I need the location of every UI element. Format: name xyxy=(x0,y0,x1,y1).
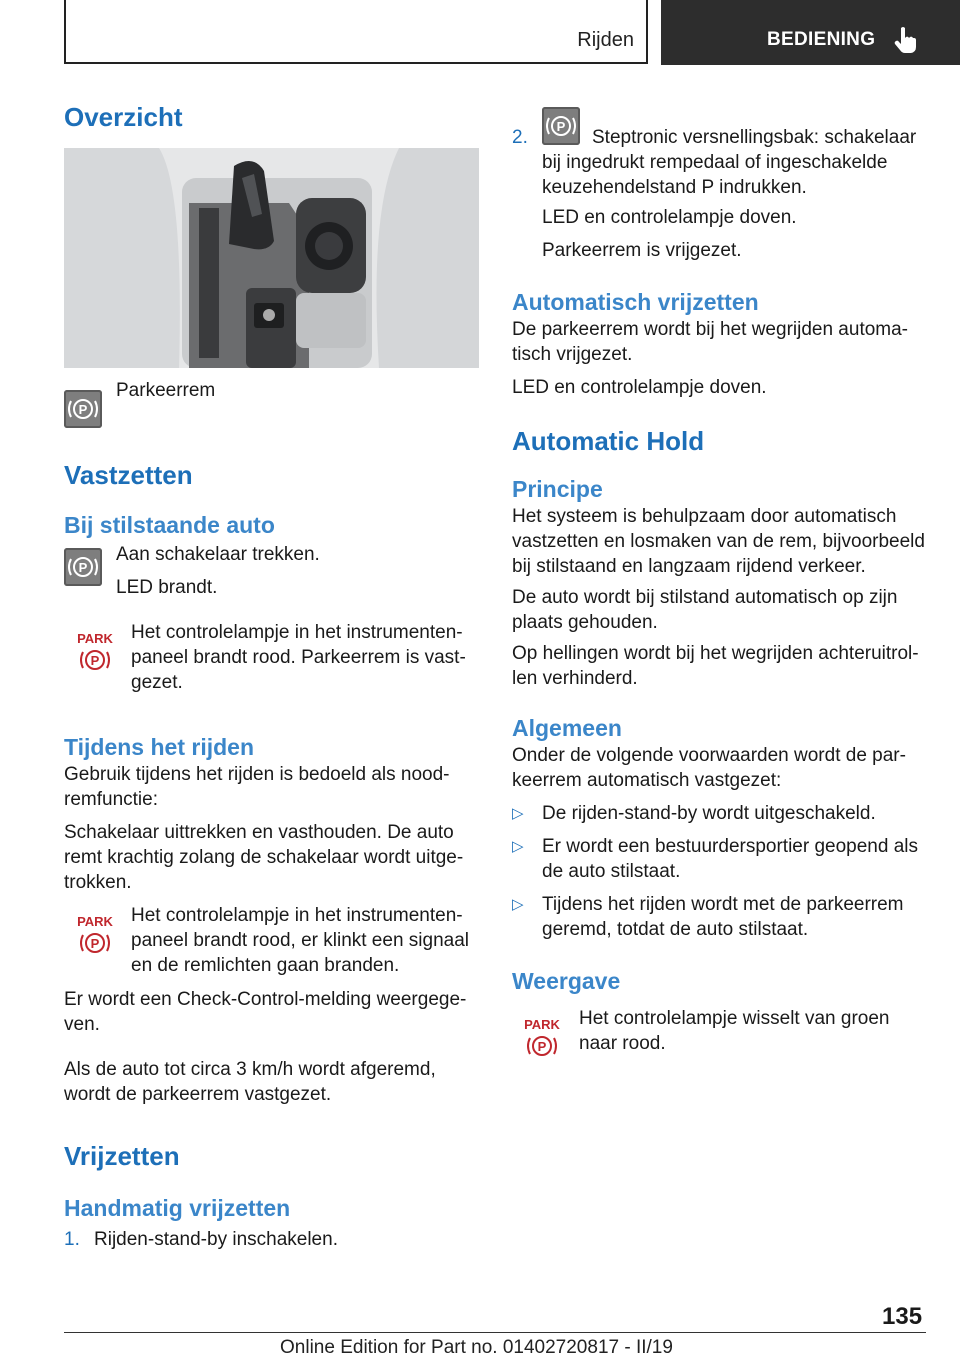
step2-line: Steptronic versnellingsbak: schakelaar xyxy=(592,127,917,148)
svg-text:P: P xyxy=(78,560,88,575)
park-warning-icon xyxy=(75,630,115,674)
park-warning-icon xyxy=(75,913,115,957)
step2-line: keuzehendelstand P indrukken. xyxy=(542,177,807,198)
controle2-line: en de remlichten gaan branden. xyxy=(131,955,400,976)
bullet-line: de auto stilstaat. xyxy=(542,861,681,882)
check-control-line: ven. xyxy=(64,1014,100,1035)
bullet-line: De rijden-stand-by wordt uitgeschakeld. xyxy=(542,803,876,824)
center-console-image xyxy=(64,148,479,368)
chapter-title: Rijden xyxy=(577,29,634,51)
led-brandt-text: LED brandt. xyxy=(116,577,218,598)
page-number: 135 xyxy=(882,1303,923,1330)
weergave-row xyxy=(512,1006,927,1066)
header-right-box xyxy=(661,0,960,65)
controle2-row xyxy=(64,903,479,983)
controle1-line: Het controlelampje in het instrumenten- xyxy=(131,622,463,643)
principe-line: Het systeem is behulpzaam door automatisch xyxy=(512,506,897,527)
controle1-line: paneel brandt rood. Parkeerrem is vast- xyxy=(131,647,466,668)
section-title: BEDIENING xyxy=(767,29,876,50)
hellingen-line: len verhinderd. xyxy=(512,668,638,689)
parking-brake-switch-icon xyxy=(542,107,580,145)
weergave-line: Het controlelampje wisselt van groen xyxy=(579,1008,890,1029)
parking-brake-switch-icon xyxy=(64,390,102,428)
footer-divider xyxy=(64,1332,926,1333)
step2-number: 2. xyxy=(512,127,528,148)
heading-automatic-hold: Automatic Hold xyxy=(512,426,705,456)
controle1-row xyxy=(64,620,479,700)
heading-handmatig-vrijzetten: Handmatig vrijzetten xyxy=(64,1195,291,1221)
triangle-bullet-icon: ▷ xyxy=(512,896,524,913)
svg-text:PARK: PARK xyxy=(77,914,113,929)
gebruik-line: remfunctie: xyxy=(64,789,158,810)
step2-row xyxy=(512,107,927,197)
als-de-auto-line: Als de auto tot circa 3 km/h wordt afgeremd, xyxy=(64,1059,436,1080)
heading-principe: Principe xyxy=(512,476,603,502)
principe-line: bij stilstaand en langzaam rijdend verkeer. xyxy=(512,556,866,577)
right-column xyxy=(512,107,927,1066)
check-control-line: Er wordt een Check-Control-melding weergege- xyxy=(64,989,467,1010)
auto-vrij-line: tisch vrijgezet. xyxy=(512,344,633,365)
left-column xyxy=(64,100,479,1253)
svg-text:P: P xyxy=(90,653,100,668)
park-warning-icon xyxy=(522,1016,562,1060)
hand-pointer-icon xyxy=(893,26,917,54)
svg-text:P: P xyxy=(90,936,100,951)
step1-text: Rijden-stand-by inschakelen. xyxy=(94,1229,338,1250)
footer-edition: Online Edition for Part no. 01402720817 - II/19 xyxy=(280,1337,673,1358)
triangle-bullet-icon: ▷ xyxy=(512,838,524,855)
auto-vrij-line: De parkeerrem wordt bij het wegrijden automa- xyxy=(512,319,909,340)
heading-algemeen: Algemeen xyxy=(512,715,622,741)
svg-text:P: P xyxy=(537,1039,547,1054)
heading-tijdens-het-rijden: Tijdens het rijden xyxy=(64,734,254,760)
stilstand-line: plaats gehouden. xyxy=(512,612,658,633)
vrijgezet-text: Parkeerrem is vrijgezet. xyxy=(542,240,742,261)
bullet-item xyxy=(512,834,927,884)
step1-row xyxy=(64,1227,479,1253)
trekken-text: Aan schakelaar trekken. xyxy=(116,544,320,565)
controle2-line: Het controlelampje in het instrumenten- xyxy=(131,905,463,926)
heading-vrijzetten: Vrijzetten xyxy=(64,1141,180,1171)
led-doven-text: LED en controlelampje doven. xyxy=(542,207,797,228)
parkeerrem-legend xyxy=(64,380,479,430)
bullet-item xyxy=(512,892,927,942)
led-doven2-text: LED en controlelampje doven. xyxy=(512,377,767,398)
schakelaar-line: trokken. xyxy=(64,872,132,893)
als-de-auto-line: wordt de parkeerrem vastgezet. xyxy=(64,1084,332,1105)
parkeerrem-label: Parkeerrem xyxy=(116,380,216,401)
heading-vastzetten: Vastzetten xyxy=(64,460,193,490)
heading-automatisch-vrijzetten: Automatisch vrijzetten xyxy=(512,289,759,315)
heading-bij-stilstaande-auto: Bij stilstaande auto xyxy=(64,512,275,538)
center-console-photo xyxy=(64,148,479,368)
svg-text:PARK: PARK xyxy=(524,1017,560,1032)
bullet-line: geremd, totdat de auto stilstaat. xyxy=(542,919,809,940)
bullet-item xyxy=(512,801,927,826)
step2-line: bij ingedrukt rempedaal of ingeschakelde xyxy=(542,152,888,173)
svg-text:PARK: PARK xyxy=(77,631,113,646)
svg-text:P: P xyxy=(78,402,88,417)
parking-brake-switch-icon xyxy=(64,548,102,586)
schakelaar-line: remt krachtig zolang de schakelaar wordt uitge- xyxy=(64,847,464,868)
controle2-line: paneel brandt rood, er klinkt een signaal xyxy=(131,930,470,951)
schakelaar-line: Schakelaar uittrekken en vasthouden. De auto xyxy=(64,822,454,843)
algemeen-line: Onder de volgende voorwaarden wordt de par- xyxy=(512,745,906,766)
weergave-line: naar rood. xyxy=(579,1033,666,1054)
bullet-line: Tijdens het rijden wordt met de parkeerrem xyxy=(542,894,904,915)
controle1-line: gezet. xyxy=(131,672,183,693)
step1-number: 1. xyxy=(64,1229,80,1250)
svg-text:P: P xyxy=(556,119,566,134)
trekken-row xyxy=(64,542,479,602)
heading-overzicht: Overzicht xyxy=(64,102,183,132)
heading-weergave: Weergave xyxy=(512,968,621,994)
hellingen-line: Op hellingen wordt bij het wegrijden achteruitrol- xyxy=(512,643,919,664)
gebruik-line: Gebruik tijdens het rijden is bedoeld als nood- xyxy=(64,764,450,785)
triangle-bullet-icon: ▷ xyxy=(512,805,524,822)
header-left-box xyxy=(64,0,648,64)
stilstand-line: De auto wordt bij stilstand automatisch op zijn xyxy=(512,587,898,608)
algemeen-line: keerrem automatisch vastgezet: xyxy=(512,770,782,791)
principe-line: vastzetten en losmaken van de rem, bijvoorbeeld xyxy=(512,531,925,552)
bullet-line: Er wordt een bestuurdersportier geopend als xyxy=(542,836,919,857)
